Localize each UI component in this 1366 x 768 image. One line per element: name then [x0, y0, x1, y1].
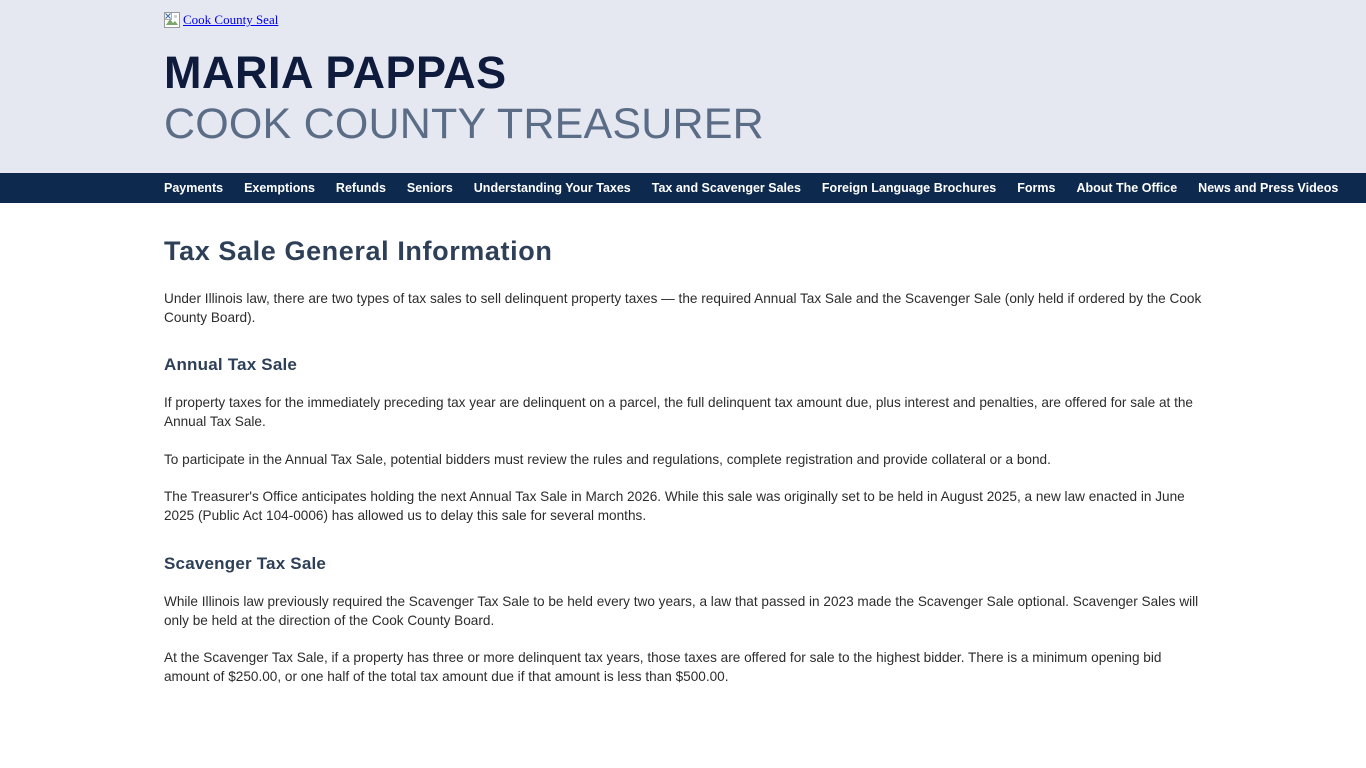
cook-county-seal-link[interactable] — [164, 12, 278, 28]
annual-tax-sale-paragraph-3: The Treasurer's Office anticipates holding the next Annual Tax Sale in March 2026. While this sale was originally set to be held in August 2025, a new law enacted in June 2025 (Public Act 104-0006) has allowed us to delay this sale for several months. — [164, 489, 1185, 524]
annual-tax-sale-paragraph-2: To participate in the Annual Tax Sale, potential bidders must review the rules and regulations, complete registration and provide collateral or a bond. — [164, 451, 1051, 467]
intro-paragraph: Under Illinois law, there are two types of tax sales to sell delinquent property taxes — the required Annual Tax Sale and the Scavenger Sale (only held if ordered by the Cook County Board). — [164, 290, 1202, 325]
page-title: Tax Sale General Information — [164, 236, 553, 267]
nav-item-about-the-office[interactable]: About The Office — [1076, 181, 1178, 196]
nav-item-payments[interactable]: Payments — [164, 181, 224, 196]
nav-item-exemptions[interactable]: Exemptions — [244, 181, 315, 196]
nav-item-foreign-language-brochures[interactable]: Foreign Language Brochures — [821, 181, 997, 196]
site-masthead — [0, 0, 1366, 173]
scavenger-tax-sale-paragraph-2: At the Scavenger Tax Sale, if a property has three or more delinquent tax years, those taxes are offered for sale to the highest bidder. There is a minimum opening bid amount of $250.00, or one half of the total tax amount due if that amount is less than $500.00. — [164, 650, 1162, 685]
nav-item-seniors[interactable]: Seniors — [406, 181, 453, 196]
nav-item-forms[interactable]: Forms — [1017, 181, 1056, 196]
masthead-inner — [0, 0, 1366, 173]
annual-tax-sale-paragraph-1: If property taxes for the immediately preceding tax year are delinquent on a parcel, the full delinquent tax amount due, plus interest and penalties, are offered for sale at the Annual Tax Sale. — [164, 395, 1193, 430]
section-heading-annual-tax-sale: Annual Tax Sale — [164, 355, 298, 375]
nav-item-tax-and-scavenger-sales[interactable]: Tax and Scavenger Sales — [651, 181, 801, 196]
main-content — [0, 235, 1366, 687]
nav-item-understanding-your-taxes[interactable]: Understanding Your Taxes — [473, 181, 631, 196]
cook-county-seal-alt-text: Cook County Seal — [183, 12, 279, 27]
office-title: COOK COUNTY TREASURER — [164, 99, 764, 148]
section-heading-scavenger-tax-sale: Scavenger Tax Sale — [164, 553, 327, 573]
scavenger-tax-sale-paragraph-1: While Illinois law previously required the Scavenger Tax Sale to be held every two years, a law that passed in 2023 made the Scavenger Sale optional. Scavenger Sales will only be held at the direction of the Cook County Board. — [164, 593, 1199, 628]
primary-navigation — [0, 173, 1366, 203]
broken-image-icon — [164, 12, 180, 28]
nav-item-refunds[interactable]: Refunds — [335, 181, 386, 196]
nav-item-news-and-press-videos[interactable]: News and Press Videos — [1198, 181, 1339, 196]
office-holder-name: MARIA PAPPAS — [164, 47, 507, 98]
